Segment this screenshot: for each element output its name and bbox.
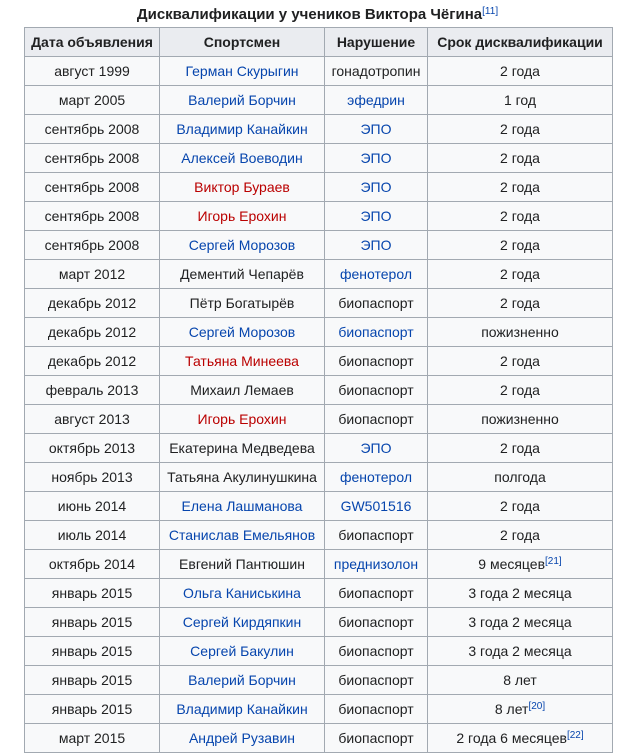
violation-cell <box>325 260 428 289</box>
violation-cell-text: биопаспорт <box>338 701 414 717</box>
date-cell-text: декабрь 2012 <box>47 295 137 311</box>
table-row <box>25 724 613 753</box>
term-cell <box>428 579 613 608</box>
date-cell <box>25 115 160 144</box>
athlete-cell <box>160 637 325 666</box>
table-row <box>25 695 613 724</box>
violation-cell <box>325 666 428 695</box>
violation-cell <box>325 405 428 434</box>
table-row <box>25 463 613 492</box>
table-row <box>25 173 613 202</box>
date-cell-text: сентябрь 2008 <box>44 121 140 137</box>
date-cell <box>25 144 160 173</box>
violation-cell-text[interactable]: биопаспорт <box>338 324 414 340</box>
violation-cell-text[interactable]: ЭПО <box>360 121 392 137</box>
violation-cell <box>325 579 428 608</box>
date-cell <box>25 173 160 202</box>
term-cell <box>428 86 613 115</box>
date-cell-text: январь 2015 <box>51 672 133 688</box>
date-cell <box>25 289 160 318</box>
athlete-cell <box>160 434 325 463</box>
athlete-cell-text[interactable]: Ольга Каниськина <box>183 585 301 601</box>
date-cell <box>25 492 160 521</box>
date-cell-text: февраль 2013 <box>45 382 139 398</box>
term-cell-text: 2 года <box>500 498 540 514</box>
table-body <box>25 57 613 753</box>
term-cell-text: 2 года <box>500 237 540 253</box>
term-cell-text: 2 года <box>500 440 540 456</box>
violation-cell <box>325 115 428 144</box>
athlete-cell-text: Екатерина Медведева <box>169 440 315 456</box>
header-date[interactable]: Дата объявления <box>25 28 160 57</box>
athlete-cell <box>160 202 325 231</box>
term-cell <box>428 144 613 173</box>
athlete-cell <box>160 695 325 724</box>
violation-cell <box>325 86 428 115</box>
table-row <box>25 144 613 173</box>
term-cell <box>428 550 613 579</box>
violation-cell-text[interactable]: преднизолон <box>333 556 419 572</box>
athlete-cell-text[interactable]: Андрей Рузавин <box>188 730 296 746</box>
table-row <box>25 231 613 260</box>
violation-cell-text[interactable]: фенотерол <box>340 469 412 485</box>
term-cell <box>428 347 613 376</box>
athlete-cell-text: Михаил Лемаев <box>190 382 294 398</box>
violation-cell <box>325 173 428 202</box>
table-row <box>25 115 613 144</box>
term-cell-text: 2 года <box>500 382 540 398</box>
term-cell-text: 8 лет <box>503 672 537 688</box>
date-cell-text: сентябрь 2008 <box>44 208 140 224</box>
violation-cell <box>325 492 428 521</box>
date-cell-text: август 2013 <box>54 411 130 427</box>
violation-cell <box>325 144 428 173</box>
athlete-cell <box>160 724 325 753</box>
term-cell-text: 3 года 2 месяца <box>468 614 572 630</box>
date-cell <box>25 637 160 666</box>
term-cell <box>428 695 613 724</box>
athlete-cell-text[interactable]: Сергей Морозов <box>188 237 296 253</box>
athlete-cell-text[interactable]: Станислав Емельянов <box>168 527 316 543</box>
term-cell-text: 2 года <box>500 353 540 369</box>
term-cell <box>428 637 613 666</box>
term-reference[interactable]: [20] <box>528 701 546 712</box>
table-row <box>25 86 613 115</box>
date-cell <box>25 666 160 695</box>
date-cell-text: декабрь 2012 <box>47 324 137 340</box>
term-cell-text: 1 год <box>503 92 537 108</box>
violation-cell-text[interactable]: ЭПО <box>360 150 392 166</box>
athlete-cell-text[interactable]: Виктор Бураев <box>194 179 290 195</box>
date-cell <box>25 57 160 86</box>
athlete-cell <box>160 521 325 550</box>
date-cell-text: январь 2015 <box>51 614 133 630</box>
term-cell <box>428 521 613 550</box>
term-cell <box>428 202 613 231</box>
term-cell <box>428 434 613 463</box>
athlete-cell-text: Евгений Пантюшин <box>179 556 305 572</box>
athlete-cell <box>160 318 325 347</box>
violation-cell <box>325 550 428 579</box>
date-cell-text: август 1999 <box>54 63 130 79</box>
athlete-cell-text: Пётр Богатырёв <box>189 295 295 311</box>
table-row <box>25 289 613 318</box>
violation-cell-text: биопаспорт <box>338 672 414 688</box>
term-cell-text: 2 года 6 месяцев <box>456 730 567 746</box>
athlete-cell-text[interactable]: Алексей Воеводин <box>181 150 303 166</box>
athlete-cell <box>160 115 325 144</box>
athlete-cell <box>160 666 325 695</box>
date-cell-text: октябрь 2013 <box>48 440 136 456</box>
term-cell-text: 2 года <box>500 295 540 311</box>
athlete-cell-text[interactable]: Игорь Ерохин <box>197 208 287 224</box>
violation-cell-text[interactable]: фенотерол <box>340 266 412 282</box>
violation-cell <box>325 695 428 724</box>
violation-cell <box>325 463 428 492</box>
table-row <box>25 492 613 521</box>
table-caption <box>0 0 635 27</box>
athlete-cell <box>160 608 325 637</box>
violation-cell <box>325 231 428 260</box>
athlete-cell-text: Дементий Чепарёв <box>180 266 304 282</box>
term-cell-text: 2 года <box>500 527 540 543</box>
term-reference[interactable]: [21] <box>545 556 562 567</box>
violation-cell-text[interactable]: ЭПО <box>360 208 392 224</box>
table-row <box>25 318 613 347</box>
date-cell-text: январь 2015 <box>51 585 133 601</box>
violation-cell-text: биопаспорт <box>338 295 414 311</box>
table-row <box>25 521 613 550</box>
athlete-cell-text[interactable]: Владимир Канайкин <box>176 121 308 137</box>
date-cell <box>25 231 160 260</box>
date-cell-text: январь 2015 <box>51 701 133 717</box>
athlete-cell <box>160 144 325 173</box>
date-cell <box>25 521 160 550</box>
term-cell <box>428 376 613 405</box>
violation-cell <box>325 376 428 405</box>
athlete-cell <box>160 405 325 434</box>
violation-cell-text: биопаспорт <box>338 614 414 630</box>
athlete-cell <box>160 86 325 115</box>
athlete-cell-text[interactable]: Владимир Канайкин <box>176 701 308 717</box>
term-cell <box>428 57 613 86</box>
date-cell <box>25 86 160 115</box>
term-cell <box>428 115 613 144</box>
term-cell-text: 3 года 2 месяца <box>468 643 572 659</box>
table-row <box>25 57 613 86</box>
date-cell-text: ноябрь 2013 <box>51 469 133 485</box>
date-cell <box>25 434 160 463</box>
violation-cell <box>325 608 428 637</box>
athlete-cell-text[interactable]: Сергей Морозов <box>188 324 296 340</box>
date-cell <box>25 347 160 376</box>
table-row <box>25 260 613 289</box>
table-row <box>25 666 613 695</box>
table-row <box>25 550 613 579</box>
term-cell-text: 2 года <box>500 179 540 195</box>
date-cell <box>25 724 160 753</box>
violation-cell <box>325 434 428 463</box>
athlete-cell-text[interactable]: Елена Лашманова <box>181 498 303 514</box>
date-cell-text: март 2005 <box>58 92 126 108</box>
athlete-cell-text[interactable]: Валерий Борчин <box>188 672 296 688</box>
athlete-cell-text[interactable]: Валерий Борчин <box>188 92 296 108</box>
athlete-cell <box>160 57 325 86</box>
date-cell <box>25 463 160 492</box>
table-row <box>25 434 613 463</box>
table-row <box>25 579 613 608</box>
header-athlete[interactable]: Спортсмен <box>160 28 325 57</box>
date-cell-text: сентябрь 2008 <box>44 179 140 195</box>
violation-cell <box>325 347 428 376</box>
date-cell <box>25 608 160 637</box>
athlete-cell <box>160 260 325 289</box>
term-cell <box>428 289 613 318</box>
date-cell <box>25 202 160 231</box>
athlete-cell <box>160 347 325 376</box>
violation-cell-text: биопаспорт <box>338 643 414 659</box>
table-row <box>25 202 613 231</box>
term-cell <box>428 318 613 347</box>
violation-cell-text[interactable]: ЭПО <box>360 440 392 456</box>
term-cell <box>428 492 613 521</box>
table-row <box>25 405 613 434</box>
date-cell-text: март 2012 <box>58 266 126 282</box>
date-cell <box>25 579 160 608</box>
athlete-cell <box>160 289 325 318</box>
athlete-cell <box>160 550 325 579</box>
term-cell <box>428 608 613 637</box>
term-cell <box>428 231 613 260</box>
date-cell-text: сентябрь 2008 <box>44 237 140 253</box>
date-cell <box>25 405 160 434</box>
violation-cell-text: биопаспорт <box>338 411 414 427</box>
date-cell-text: январь 2015 <box>51 643 133 659</box>
term-cell-text: 9 месяцев <box>478 556 546 572</box>
violation-cell <box>325 57 428 86</box>
header-violation[interactable]: Нарушение <box>325 28 428 57</box>
violation-cell <box>325 289 428 318</box>
term-reference[interactable]: [22] <box>566 730 584 741</box>
date-cell-text: июль 2014 <box>57 527 127 543</box>
term-cell <box>428 260 613 289</box>
table-row <box>25 608 613 637</box>
term-cell <box>428 724 613 753</box>
term-cell <box>428 405 613 434</box>
table-row <box>25 376 613 405</box>
term-cell-text: пожизненно <box>481 411 559 427</box>
violation-cell <box>325 637 428 666</box>
header-term[interactable]: Срок дисквалификации <box>428 28 613 57</box>
violation-cell-text: биопаспорт <box>338 382 414 398</box>
athlete-cell <box>160 579 325 608</box>
athlete-cell-text[interactable]: Герман Скурыгин <box>185 63 299 79</box>
athlete-cell-text: Татьяна Акулинушкина <box>167 469 317 485</box>
term-cell <box>428 666 613 695</box>
athlete-cell-text[interactable]: Сергей Бакулин <box>190 643 294 659</box>
term-cell <box>428 463 613 492</box>
term-cell-text: 3 года 2 месяца <box>468 585 572 601</box>
term-cell-text: 2 года <box>500 266 540 282</box>
violation-cell-text: биопаспорт <box>338 585 414 601</box>
term-cell <box>428 173 613 202</box>
athlete-cell-text[interactable]: Игорь Ерохин <box>197 411 287 427</box>
term-cell-text: 2 года <box>500 121 540 137</box>
athlete-cell <box>160 463 325 492</box>
term-cell-text: 2 года <box>500 208 540 224</box>
violation-cell-text[interactable]: ЭПО <box>360 237 392 253</box>
violation-cell-text: биопаспорт <box>338 527 414 543</box>
violation-cell-text: гонадотропин <box>331 63 421 79</box>
term-cell-text: пожизненно <box>481 324 559 340</box>
violation-cell-text[interactable]: эфедрин <box>347 92 405 108</box>
violation-cell <box>325 318 428 347</box>
date-cell-text: декабрь 2012 <box>47 353 137 369</box>
date-cell-text: сентябрь 2008 <box>44 150 140 166</box>
date-cell-text: июнь 2014 <box>57 498 127 514</box>
date-cell <box>25 260 160 289</box>
violation-cell-text: биопаспорт <box>338 730 414 746</box>
violation-cell <box>325 521 428 550</box>
caption-text: Дисквалификации у учеников Виктора Чёгина <box>136 6 483 23</box>
table-row <box>25 347 613 376</box>
date-cell-text: март 2015 <box>58 730 126 746</box>
athlete-cell <box>160 492 325 521</box>
table-row <box>25 637 613 666</box>
athlete-cell-text[interactable]: Сергей Кирдяпкин <box>182 614 302 630</box>
caption-reference[interactable]: [11] <box>482 6 499 17</box>
violation-cell-text: биопаспорт <box>338 353 414 369</box>
violation-cell <box>325 724 428 753</box>
term-cell-text: полгода <box>494 469 546 485</box>
violation-cell-text[interactable]: GW501516 <box>340 498 412 514</box>
athlete-cell-text[interactable]: Татьяна Минеева <box>185 353 299 369</box>
date-cell <box>25 318 160 347</box>
date-cell <box>25 695 160 724</box>
athlete-cell <box>160 231 325 260</box>
date-cell <box>25 376 160 405</box>
violation-cell-text[interactable]: ЭПО <box>360 179 392 195</box>
athlete-cell <box>160 376 325 405</box>
date-cell-text: октябрь 2014 <box>48 556 136 572</box>
header-row <box>25 28 613 57</box>
term-cell-text: 2 года <box>500 63 540 79</box>
athlete-cell <box>160 173 325 202</box>
term-cell-text: 8 лет <box>494 701 529 717</box>
term-cell-text: 2 года <box>500 150 540 166</box>
disqualifications-table <box>24 27 613 753</box>
violation-cell <box>325 202 428 231</box>
date-cell <box>25 550 160 579</box>
